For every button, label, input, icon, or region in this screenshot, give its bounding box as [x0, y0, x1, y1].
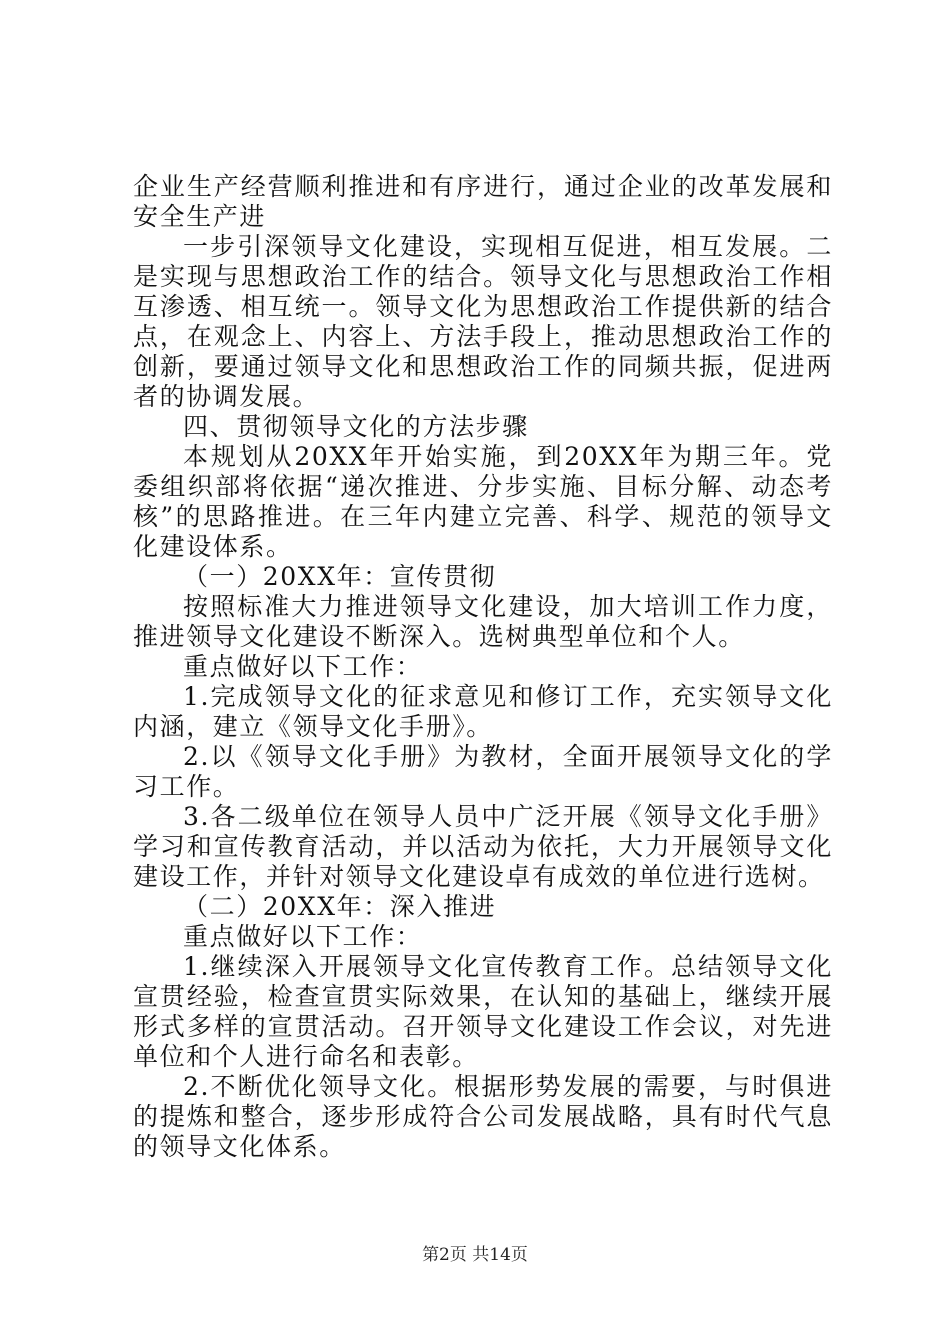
paragraph-plan-overview: 本规划从20XX年开始实施，到20XX年为期三年。党委组织部将依据“递次推进、分步实施、目标分解、动态考核”的思路推进。在三年内建立完善、科学、规范的领导文化建设体系。 — [133, 442, 833, 561]
paragraph-key-work-2: 重点做好以下工作： — [183, 922, 423, 951]
paragraph-1: 企业生产经营顺利推进和有序进行，通过企业的改革发展和安全生产进 — [133, 172, 833, 231]
list-item-1-1: 1.完成领导文化的征求意见和修订工作，充实领导文化内涵，建立《领导文化手册》。 — [133, 682, 833, 741]
page-number-footer: 第2页 共14页 — [422, 1245, 528, 1265]
list-item-2-1: 1.继续深入开展领导文化宣传教育工作。总结领导文化宣贯经验，检查宣贯实际效果，在认知的基础上，继续开展形式多样的宣贯活动。召开领导文化建设工作会议，对先进单位和个人进行命名和表彰。 — [133, 952, 833, 1071]
subheading-phase-2: （二）20XX年：深入推进 — [183, 892, 497, 921]
list-item-1-3: 3.各二级单位在领导人员中广泛开展《领导文化手册》学习和宣传教育活动，并以活动为依托，大力开展领导文化建设工作，并针对领导文化建设卓有成效的单位进行选树。 — [133, 802, 833, 891]
document-body — [133, 172, 833, 1162]
paragraph-phase-1-intro: 按照标准大力推进领导文化建设，加大培训工作力度，推进领导文化建设不断深入。选树典型单位和个人。 — [133, 592, 833, 651]
subheading-phase-1: （一）20XX年：宣传贯彻 — [183, 562, 497, 591]
section-heading-4: 四、贯彻领导文化的方法步骤 — [183, 412, 529, 441]
paragraph-key-work-1: 重点做好以下工作： — [183, 652, 423, 681]
paragraph-2: 一步引深领导文化建设，实现相互促进，相互发展。二是实现与思想政治工作的结合。领导文化与思想政治工作相互渗透、相互统一。领导文化为思想政治工作提供新的结合点，在观念上、内容上、方法手段上，推动思想政治工作的创新，要通过领导文化和思想政治工作的同频共振，促进两者的协调发展。 — [133, 232, 833, 411]
list-item-1-2: 2.以《领导文化手册》为教材，全面开展领导文化的学习工作。 — [133, 742, 833, 801]
list-item-2-2: 2.不断优化领导文化。根据形势发展的需要，与时俱进的提炼和整合，逐步形成符合公司发展战略，具有时代气息的领导文化体系。 — [133, 1072, 833, 1161]
